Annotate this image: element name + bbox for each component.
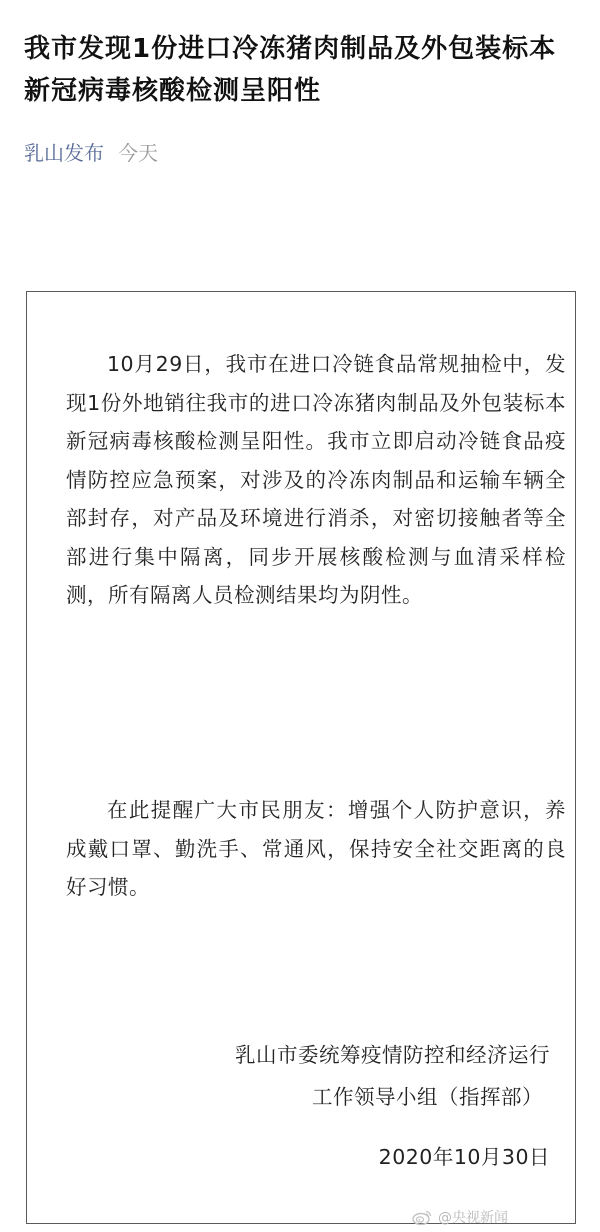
watermark-text: @央视新闻: [438, 1210, 508, 1226]
article-title: 我市发现1份进口冷冻猪肉制品及外包装标本新冠病毒核酸检测呈阳性: [24, 34, 557, 106]
watermark: [412, 1206, 508, 1228]
publish-time: 今天: [118, 140, 158, 165]
account-name-link[interactable]: 乳山发布: [24, 140, 104, 165]
notice-paragraph-1: 10月29日，我市在进口冷链食品常规抽检中，发现1份外地销往我市的进口冷冻猪肉制品及外包装标本新冠病毒核酸检测呈阳性。我市立即启动冷链食品疫情防控应急预案，对涉及的冷冻肉制品和运输车辆全部封存，对产品及环境进行消杀，对密切接触者等全部进行集中隔离，同步开展核酸检测与血清采样检测，所有隔离人员检测结果均为阴性。: [66, 352, 566, 607]
article-meta: [24, 136, 158, 166]
signature-date: 2020年10月30日: [378, 1145, 550, 1169]
signature-org-line-1: 乳山市委统筹疫情防控和经济运行: [235, 1043, 550, 1067]
signature-org-line-2: 工作领导小组（指挥部）: [312, 1085, 543, 1109]
weibo-icon: [412, 1209, 432, 1225]
notice-paragraph-2: 在此提醒广大市民朋友：增强个人防护意识，养成戴口罩、勤洗手、常通风，保持安全社交距离的良好习惯。: [66, 798, 566, 899]
